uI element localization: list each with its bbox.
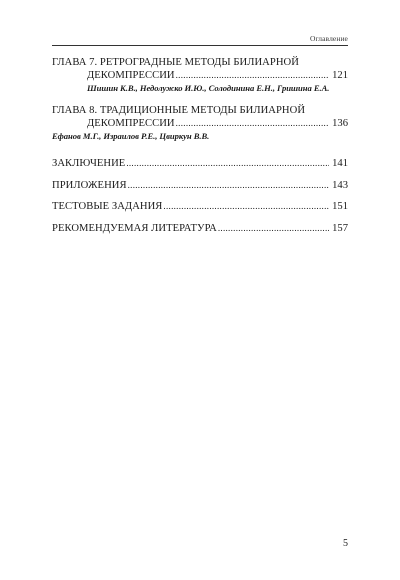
toc-entry-authors: Шишин К.В., Недолужко И.Ю., Солодинина Е.Н., Гришина Е.А. — [87, 83, 330, 94]
dot-leader — [128, 179, 330, 192]
toc-line — [52, 200, 348, 213]
toc-page-number: 136 — [332, 118, 348, 130]
dot-leader — [126, 157, 329, 170]
toc-entry-title: ПРИЛОЖЕНИЯ — [52, 179, 127, 191]
toc-entry-chapter-7 — [52, 56, 348, 95]
toc-entry-title: РЕКОМЕНДУЕМАЯ ЛИТЕРАТУРА — [52, 223, 217, 235]
running-head: Оглавление — [309, 34, 348, 43]
toc-entry-title-continued: ДЕКОМПРЕССИИ — [87, 70, 175, 82]
toc-entry-title: ГЛАВА 7. РЕТРОГРАДНЫЕ МЕТОДЫ БИЛИАРНОЙ — [52, 57, 299, 68]
dot-leader — [176, 69, 329, 82]
toc-line — [52, 222, 348, 235]
toc-entry-authors: Ефанов М.Г., Израилов Р.Е., Цвиркун В.В. — [52, 131, 210, 142]
dot-leader — [163, 200, 329, 213]
toc-line — [52, 56, 348, 69]
toc-entry-title-continued: ДЕКОМПРЕССИИ — [87, 118, 175, 130]
toc-entry-recommended-literature — [52, 222, 348, 235]
toc-entry-test-tasks — [52, 200, 348, 213]
toc-entry-title: ЗАКЛЮЧЕНИЕ — [52, 157, 126, 169]
toc-line — [52, 157, 348, 170]
page-number: 5 — [343, 538, 348, 549]
toc-page-number: 151 — [332, 201, 348, 213]
dot-leader — [218, 222, 329, 235]
toc-entry-chapter-8 — [52, 104, 348, 143]
toc-page-number: 143 — [332, 179, 348, 191]
toc-entry-conclusion — [52, 157, 348, 170]
toc-line — [52, 104, 348, 117]
toc-entry-title: ГЛАВА 8. ТРАДИЦИОННЫЕ МЕТОДЫ БИЛИАРНОЙ — [52, 104, 306, 116]
toc-page-number: 157 — [332, 223, 348, 235]
dot-leader — [176, 117, 329, 130]
toc-page-number: 121 — [332, 70, 348, 82]
toc-line — [52, 179, 348, 192]
toc-line — [52, 69, 348, 82]
toc-entry-appendices — [52, 179, 348, 192]
toc-entry-title: ТЕСТОВЫЕ ЗАДАНИЯ — [52, 201, 163, 213]
toc-page-number: 141 — [332, 157, 348, 169]
toc-line — [52, 117, 348, 130]
table-of-contents — [52, 56, 348, 236]
header-rule — [52, 45, 348, 46]
